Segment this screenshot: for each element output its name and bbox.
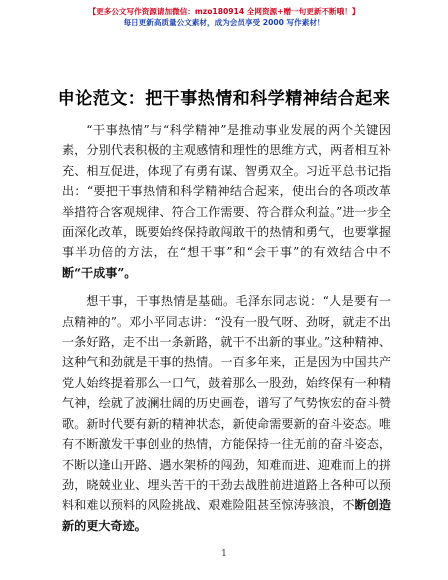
banner-promo-line: 【更多公文写作资源请加微信：mzo180914 全网资源+赠一句更新不断哦！】 [88,7,360,16]
paragraph-intro-text: “干事热情”与“科学精神”是推动事业发展的两个关键因素，分别代表积极的主观感情和理性的思维方式，两者相互补充、相互促进，体现了有勇有谋、智勇双全。习近平总书记指出：“要把干事热情和科学精神结合起来，使出台的各项改革举措符合客观规律、符合工作需要、符合群众利益。”进一步全面深化改革，既要始终保持敢闯敢干的热情和勇气，也要掌握事半功倍的方法，在“想干事”和“会干事”的有效结合中不 [62,123,391,260]
paragraph-intro [62,120,391,283]
header-banner [0,6,448,28]
page-number: 1 [221,549,227,559]
paragraph-enthusiasm-bold-ending: 断创造新的更大奇迹。 [62,498,391,533]
document-title: 申论范文：把干事热情和科学精神结合起来 [57,89,391,109]
document-body [62,120,391,536]
paragraph-intro-bold-ending: 断“干成事”。 [62,265,137,280]
banner-membership-line: 每日更新高质量公文素材，成为会员享受 2000 写作素材！ [123,18,325,27]
paragraph-enthusiasm-text: 想干事，干事热情是基础。毛泽东同志说：“人是要有一点精神的”。邓小平同志讲：“没有一股气呀、劲呀，就走不出一条好路，走不出一条新路，就干不出新的事业。”这种精神、这种气和劲就是干事的热情。一百多年来，正是因为中国共产党人始终提着那么一口气，鼓着那么一股劲，始终保有一种精气神，绘就了波澜壮阔的历史画卷，谱写了气势恢宏的奋斗赞歌。新时代要有新的精神状态，新使命需要新的奋斗姿态。唯有不断激发干事创业的热情，方能保持一往无前的奋斗姿态，不断以逢山开路、遇水架桥的闯劲，知难而进、迎难而上的拼劲，晓兢业业、埋头苦干的干劲去战胜前进道路上各种可以预料和难以预料的风险挑战、艰难险阻甚至惊涛骇浪，不 [62,294,391,513]
paragraph-enthusiasm [62,291,391,536]
